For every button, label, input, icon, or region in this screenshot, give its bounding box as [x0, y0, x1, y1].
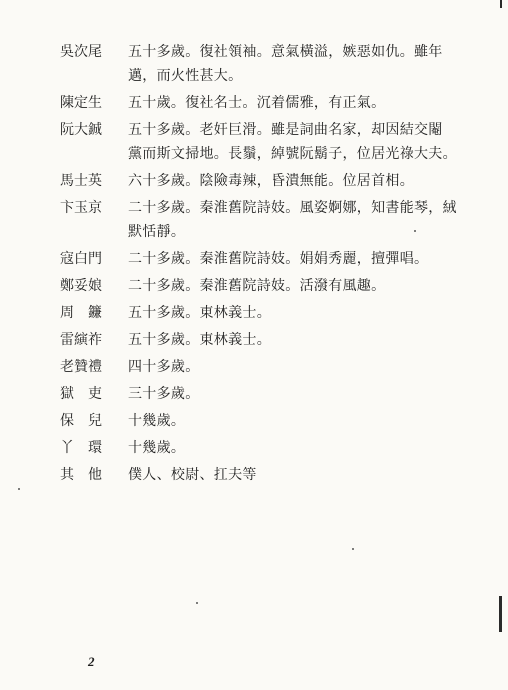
scan-speck [414, 230, 416, 232]
cast-entry [60, 247, 480, 271]
character-description: 六十多歲。陰險毒辣，昏潰無能。位居首相。 [128, 173, 414, 189]
cast-entry [60, 196, 480, 244]
character-name: 老贊禮 [60, 359, 102, 375]
scan-speck [18, 488, 20, 490]
scan-speck [352, 548, 354, 550]
character-description: 二十多歲。秦淮舊院詩妓。風姿婀娜，知書能琴，絨 默恬靜。 [128, 200, 457, 240]
character-description: 僕人、校尉、扛夫等 [128, 467, 257, 483]
character-description: 二十多歲。秦淮舊院詩妓。娟娟秀麗，擅彈唱。 [128, 251, 429, 267]
character-description: 四十多歲。 [128, 359, 200, 375]
cast-entry [60, 463, 480, 487]
cast-list [60, 40, 480, 490]
page-number: 2 [88, 654, 95, 669]
scan-speck [196, 602, 198, 604]
character-description: 十幾歲。 [128, 413, 186, 429]
character-name: 鄭妥娘 [60, 278, 102, 294]
character-description: 五十多歲。復社領袖。意氣橫溢，嫉惡如仇。雖年 邁，而火性甚大。 [128, 44, 443, 84]
character-name: 其 他 [60, 467, 102, 483]
character-name: 吳次尾 [60, 44, 102, 60]
cast-entry [60, 91, 480, 115]
character-name: 保 兒 [60, 413, 102, 429]
character-name: 卞玉京 [60, 200, 102, 216]
cast-entry [60, 274, 480, 298]
character-description: 五十多歲。老奸巨滑。雖是詞曲名家，却因結交閹 黨而斯文掃地。長鬚，綽號阮鬍子，位居光祿大夫。 [128, 122, 457, 162]
character-description: 三十多歲。 [128, 386, 200, 402]
cast-entry [60, 382, 480, 406]
character-name: 阮大鋮 [60, 122, 102, 138]
scan-edge-mark [500, 0, 502, 8]
cast-entry [60, 436, 480, 460]
character-description: 五十多歲。東林義士。 [128, 332, 271, 348]
cast-entry [60, 301, 480, 325]
character-name: 雷縯祚 [60, 332, 102, 348]
character-name: 馬士英 [60, 173, 102, 189]
character-name: 陳定生 [60, 95, 102, 111]
cast-entry [60, 328, 480, 352]
character-name: 寇白門 [60, 251, 102, 267]
cast-entry [60, 118, 480, 166]
character-description: 五十歲。復社名士。沉着儒雅，有正氣。 [128, 95, 386, 111]
character-name: 獄 吏 [60, 386, 102, 402]
cast-entry [60, 40, 480, 88]
character-name: 周 鐮 [60, 305, 102, 321]
character-description: 五十多歲。東林義士。 [128, 305, 271, 321]
cast-entry [60, 409, 480, 433]
character-description: 二十多歲。秦淮舊院詩妓。活潑有風趣。 [128, 278, 386, 294]
scan-edge-mark [499, 596, 502, 632]
character-description: 十幾歲。 [128, 440, 186, 456]
character-name: 丫 環 [60, 440, 102, 456]
cast-entry [60, 169, 480, 193]
cast-entry [60, 355, 480, 379]
